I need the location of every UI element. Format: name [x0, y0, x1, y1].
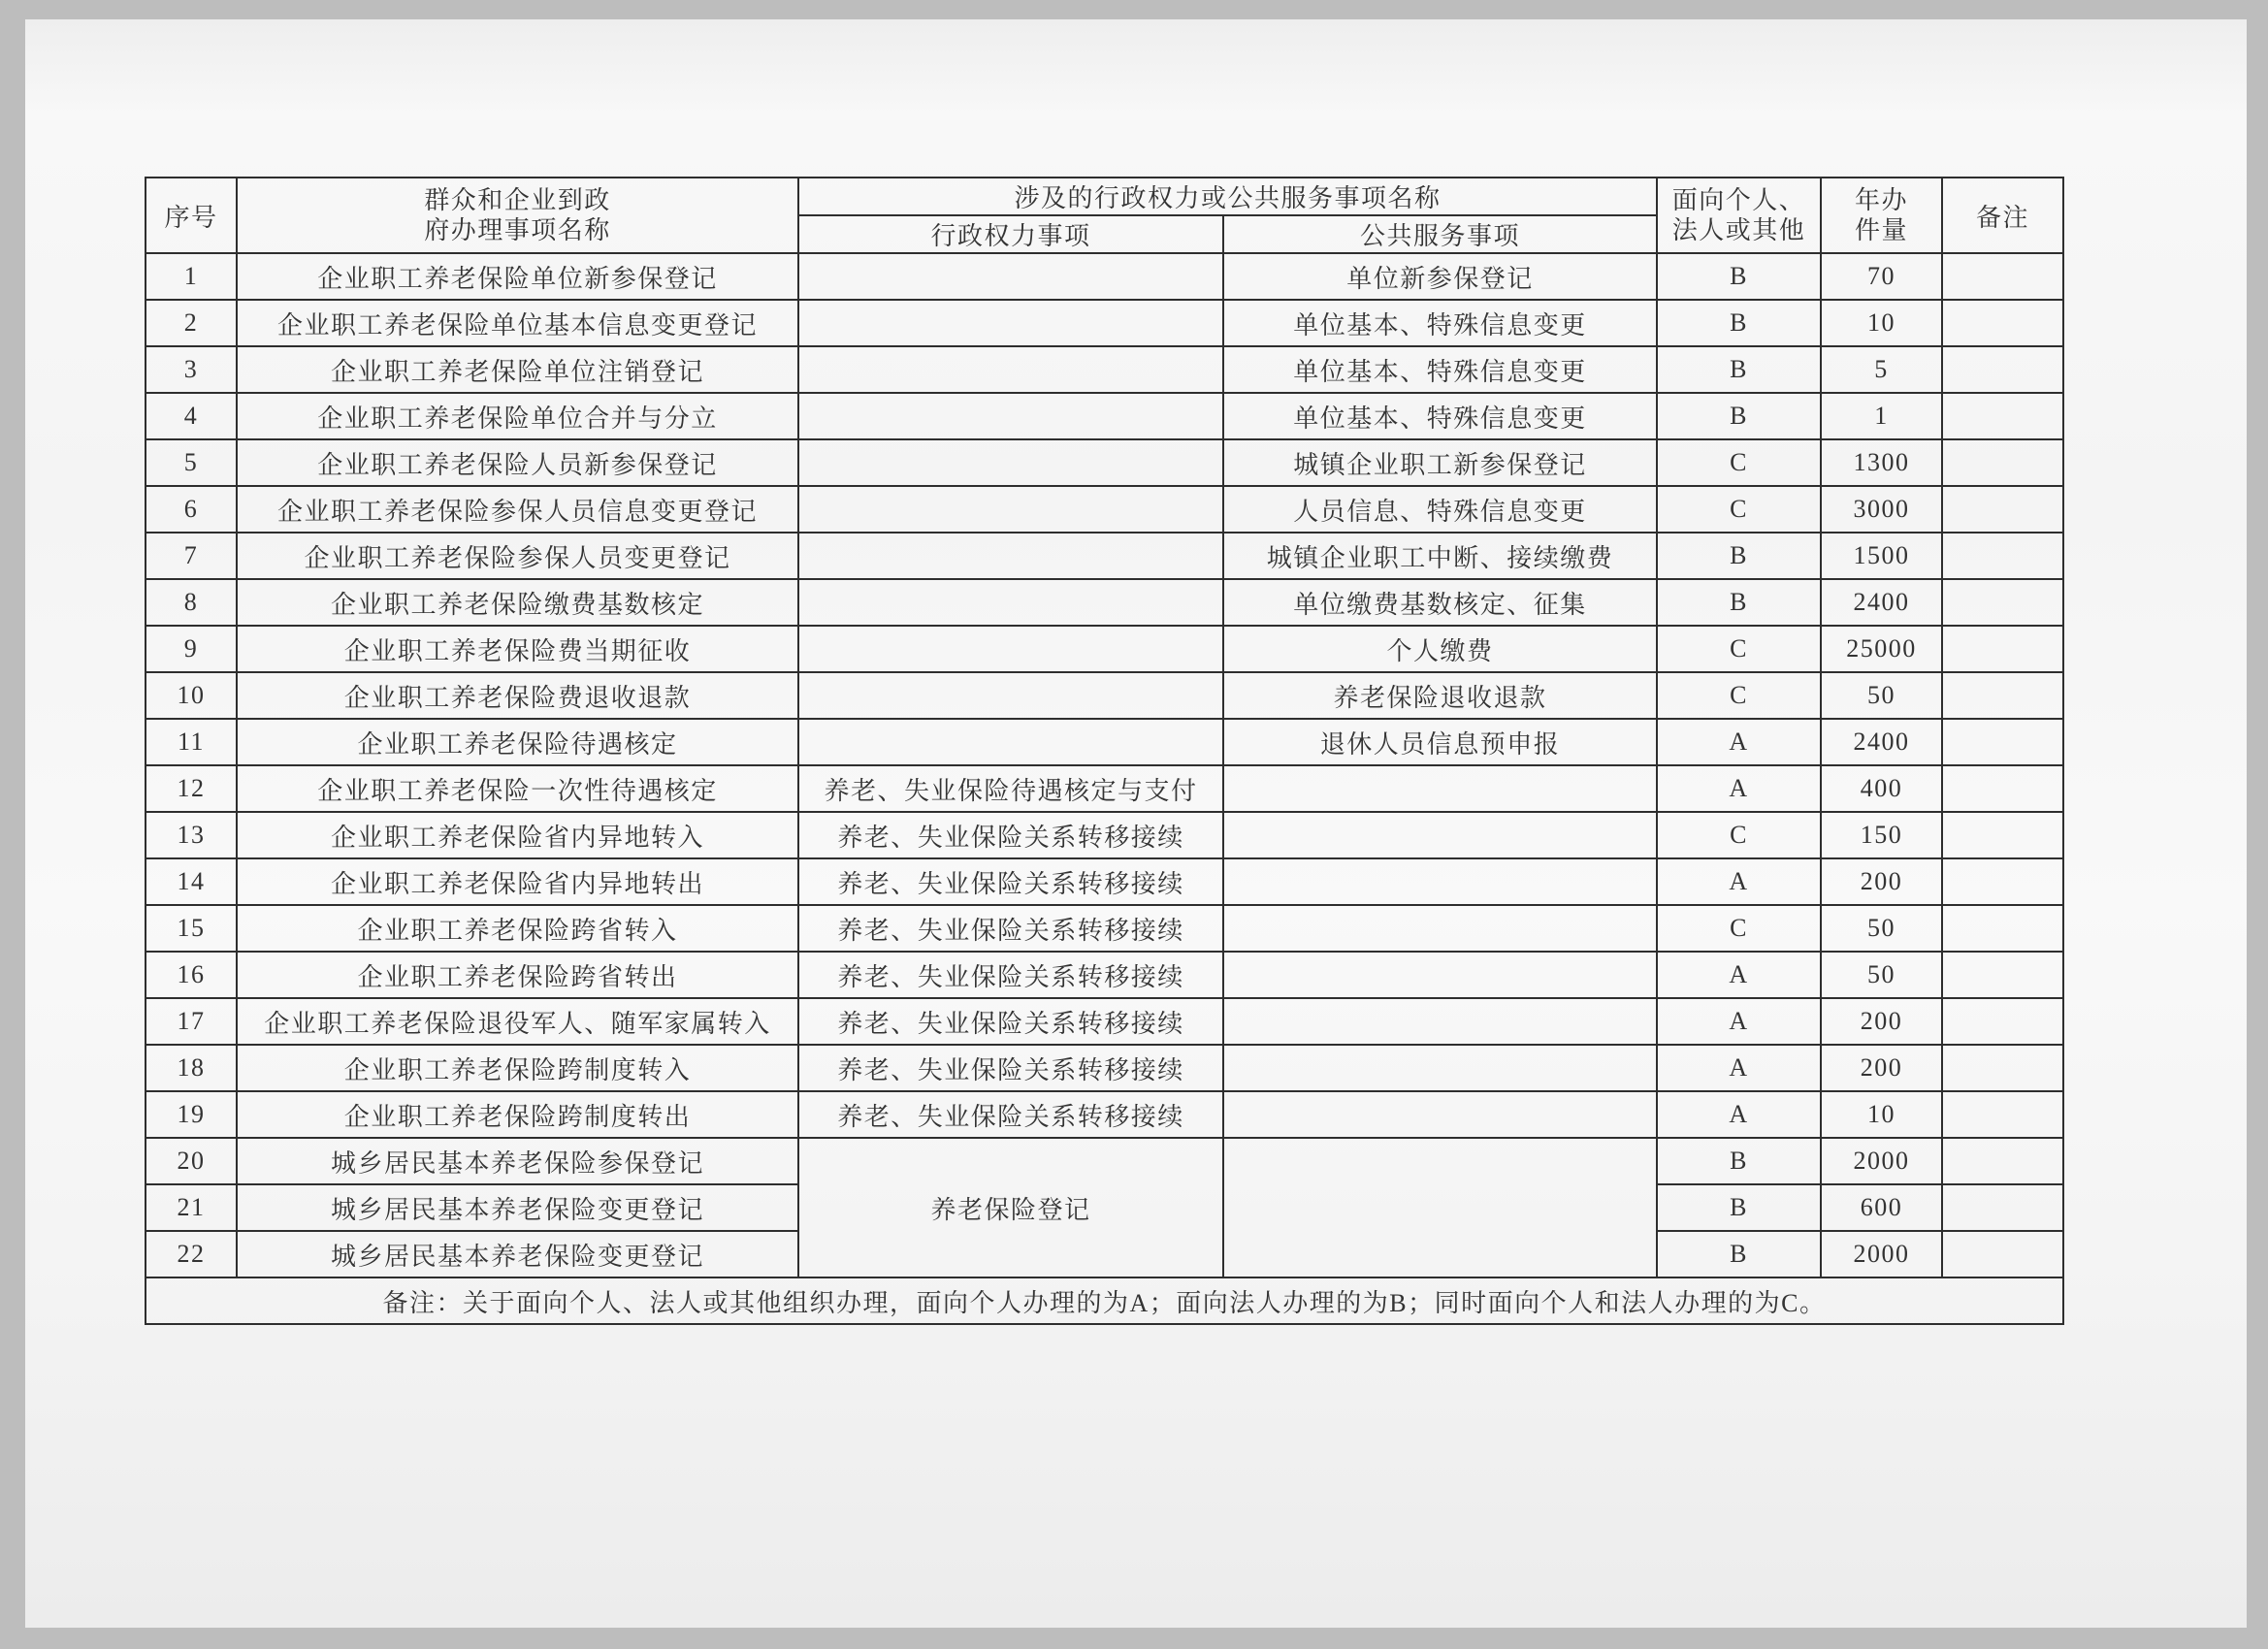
row-number: 19 — [146, 1091, 237, 1138]
public-service-item — [1223, 998, 1657, 1045]
table-row — [146, 626, 2063, 672]
remark-cell — [1942, 998, 2063, 1045]
remark-cell — [1942, 626, 2063, 672]
target-category: C — [1657, 439, 1821, 486]
row-number: 7 — [146, 533, 237, 579]
item-name: 企业职工养老保险跨省转入 — [237, 905, 798, 952]
public-service-item: 单位基本、特殊信息变更 — [1223, 393, 1657, 439]
remark-cell — [1942, 672, 2063, 719]
admin-power-item — [798, 300, 1223, 346]
header-item-name — [237, 178, 798, 253]
item-name: 企业职工养老保险一次性待遇核定 — [237, 765, 798, 812]
header-public-service: 公共服务事项 — [1223, 215, 1657, 253]
admin-power-item — [798, 579, 1223, 626]
target-category: B — [1657, 1138, 1821, 1184]
item-name: 企业职工养老保险单位注销登记 — [237, 346, 798, 393]
item-name: 企业职工养老保险参保人员信息变更登记 — [237, 486, 798, 533]
annual-volume: 1300 — [1821, 439, 1942, 486]
admin-power-item — [798, 486, 1223, 533]
table-row — [146, 812, 2063, 858]
header-target — [1657, 178, 1821, 253]
table-row — [146, 1138, 2063, 1184]
footnote-row — [146, 1277, 2063, 1324]
public-service-item: 单位基本、特殊信息变更 — [1223, 346, 1657, 393]
annual-volume: 2000 — [1821, 1138, 1942, 1184]
row-number: 8 — [146, 579, 237, 626]
row-number: 5 — [146, 439, 237, 486]
remark-cell — [1942, 812, 2063, 858]
table-row — [146, 346, 2063, 393]
admin-power-item — [798, 393, 1223, 439]
target-category: B — [1657, 533, 1821, 579]
annual-volume: 2000 — [1821, 1231, 1942, 1277]
row-number: 4 — [146, 393, 237, 439]
item-name: 企业职工养老保险参保人员变更登记 — [237, 533, 798, 579]
table-row — [146, 1045, 2063, 1091]
item-name: 城乡居民基本养老保险变更登记 — [237, 1231, 798, 1277]
item-name: 企业职工养老保险费当期征收 — [237, 626, 798, 672]
remark-cell — [1942, 533, 2063, 579]
header-target-line1: 面向个人、 — [1671, 186, 1806, 214]
remark-cell — [1942, 253, 2063, 300]
row-number: 6 — [146, 486, 237, 533]
item-name: 城乡居民基本养老保险变更登记 — [237, 1184, 798, 1231]
annual-volume: 10 — [1821, 300, 1942, 346]
remark-cell — [1942, 719, 2063, 765]
public-service-item: 人员信息、特殊信息变更 — [1223, 486, 1657, 533]
public-service-item: 个人缴费 — [1223, 626, 1657, 672]
target-category: B — [1657, 393, 1821, 439]
annual-volume: 25000 — [1821, 626, 1942, 672]
table-header — [146, 178, 2063, 253]
public-service-item: 单位新参保登记 — [1223, 253, 1657, 300]
admin-power-item-merged: 养老保险登记 — [798, 1138, 1223, 1277]
admin-power-item: 养老、失业保险关系转移接续 — [798, 858, 1223, 905]
table-row — [146, 672, 2063, 719]
row-number: 18 — [146, 1045, 237, 1091]
target-category: A — [1657, 952, 1821, 998]
header-item-name-line2: 府办理事项名称 — [424, 216, 611, 244]
target-category: A — [1657, 765, 1821, 812]
remark-cell — [1942, 1138, 2063, 1184]
annual-volume: 50 — [1821, 672, 1942, 719]
annual-volume: 50 — [1821, 952, 1942, 998]
item-name: 企业职工养老保险单位基本信息变更登记 — [237, 300, 798, 346]
annual-volume: 2400 — [1821, 579, 1942, 626]
table-body — [146, 253, 2063, 1324]
annual-volume: 5 — [1821, 346, 1942, 393]
target-category: C — [1657, 486, 1821, 533]
row-number: 13 — [146, 812, 237, 858]
remark-cell — [1942, 393, 2063, 439]
annual-volume: 10 — [1821, 1091, 1942, 1138]
row-number: 2 — [146, 300, 237, 346]
row-number: 14 — [146, 858, 237, 905]
item-name: 企业职工养老保险人员新参保登记 — [237, 439, 798, 486]
remark-cell — [1942, 1045, 2063, 1091]
table-row — [146, 998, 2063, 1045]
target-category: B — [1657, 253, 1821, 300]
remark-cell — [1942, 1184, 2063, 1231]
annual-volume: 150 — [1821, 812, 1942, 858]
remark-cell — [1942, 765, 2063, 812]
admin-power-item — [798, 672, 1223, 719]
row-number: 20 — [146, 1138, 237, 1184]
row-number: 21 — [146, 1184, 237, 1231]
remark-cell — [1942, 905, 2063, 952]
admin-power-item: 养老、失业保险关系转移接续 — [798, 1091, 1223, 1138]
item-name: 企业职工养老保险单位新参保登记 — [237, 253, 798, 300]
header-involved-items: 涉及的行政权力或公共服务事项名称 — [798, 178, 1657, 215]
footnote: 备注：关于面向个人、法人或其他组织办理，面向个人办理的为A；面向法人办理的为B；同时面向个人和法人办理的为C。 — [146, 1277, 2063, 1324]
remark-cell — [1942, 1091, 2063, 1138]
item-name: 企业职工养老保险缴费基数核定 — [237, 579, 798, 626]
admin-power-item: 养老、失业保险关系转移接续 — [798, 998, 1223, 1045]
table-row — [146, 765, 2063, 812]
row-number: 11 — [146, 719, 237, 765]
public-service-item: 城镇企业职工新参保登记 — [1223, 439, 1657, 486]
public-service-item: 单位缴费基数核定、征集 — [1223, 579, 1657, 626]
table-row — [146, 300, 2063, 346]
target-category: B — [1657, 346, 1821, 393]
public-service-item: 单位基本、特殊信息变更 — [1223, 300, 1657, 346]
remark-cell — [1942, 346, 2063, 393]
admin-power-item: 养老、失业保险关系转移接续 — [798, 905, 1223, 952]
admin-power-item: 养老、失业保险关系转移接续 — [798, 1045, 1223, 1091]
remark-cell — [1942, 579, 2063, 626]
target-category: A — [1657, 998, 1821, 1045]
table-row — [146, 1091, 2063, 1138]
target-category: B — [1657, 300, 1821, 346]
table-row — [146, 439, 2063, 486]
row-number: 12 — [146, 765, 237, 812]
item-name: 企业职工养老保险退役军人、随军家属转入 — [237, 998, 798, 1045]
annual-volume: 70 — [1821, 253, 1942, 300]
remark-cell — [1942, 1231, 2063, 1277]
admin-power-item: 养老、失业保险关系转移接续 — [798, 952, 1223, 998]
admin-power-item — [798, 533, 1223, 579]
public-service-item: 城镇企业职工中断、接续缴费 — [1223, 533, 1657, 579]
target-category: C — [1657, 672, 1821, 719]
scanned-page — [25, 19, 2247, 1628]
table-row — [146, 858, 2063, 905]
remark-cell — [1942, 858, 2063, 905]
public-service-item — [1223, 1045, 1657, 1091]
row-number: 10 — [146, 672, 237, 719]
target-category: A — [1657, 719, 1821, 765]
public-service-item — [1223, 858, 1657, 905]
item-name: 城乡居民基本养老保险参保登记 — [237, 1138, 798, 1184]
public-service-item — [1223, 812, 1657, 858]
admin-power-item — [798, 439, 1223, 486]
remark-cell — [1942, 952, 2063, 998]
table-row — [146, 719, 2063, 765]
admin-power-item — [798, 253, 1223, 300]
target-category: B — [1657, 1231, 1821, 1277]
row-number: 17 — [146, 998, 237, 1045]
target-category: A — [1657, 858, 1821, 905]
annual-volume: 1 — [1821, 393, 1942, 439]
service-items-table — [145, 177, 2064, 1325]
table-row — [146, 533, 2063, 579]
public-service-item: 养老保险退收退款 — [1223, 672, 1657, 719]
remark-cell — [1942, 486, 2063, 533]
row-number: 9 — [146, 626, 237, 672]
admin-power-item — [798, 626, 1223, 672]
admin-power-item: 养老、失业保险关系转移接续 — [798, 812, 1223, 858]
public-service-item — [1223, 952, 1657, 998]
annual-volume: 3000 — [1821, 486, 1942, 533]
item-name: 企业职工养老保险费退收退款 — [237, 672, 798, 719]
annual-volume: 200 — [1821, 1045, 1942, 1091]
admin-power-item — [798, 719, 1223, 765]
table-row — [146, 579, 2063, 626]
annual-volume: 600 — [1821, 1184, 1942, 1231]
item-name: 企业职工养老保险跨制度转入 — [237, 1045, 798, 1091]
target-category: B — [1657, 579, 1821, 626]
header-annual-line1: 年办 — [1855, 186, 1909, 214]
item-name: 企业职工养老保险待遇核定 — [237, 719, 798, 765]
row-number: 1 — [146, 253, 237, 300]
annual-volume: 200 — [1821, 998, 1942, 1045]
row-number: 3 — [146, 346, 237, 393]
target-category: C — [1657, 905, 1821, 952]
target-category: A — [1657, 1091, 1821, 1138]
header-annual-volume — [1821, 178, 1942, 253]
admin-power-item — [798, 346, 1223, 393]
header-target-line2: 法人或其他 — [1671, 216, 1806, 244]
target-category: C — [1657, 812, 1821, 858]
table-row — [146, 952, 2063, 998]
header-annual-line2: 件量 — [1855, 216, 1909, 244]
annual-volume: 2400 — [1821, 719, 1942, 765]
public-service-item — [1223, 1091, 1657, 1138]
header-seq: 序号 — [146, 178, 237, 253]
table-row — [146, 393, 2063, 439]
row-number: 22 — [146, 1231, 237, 1277]
table-row — [146, 905, 2063, 952]
remark-cell — [1942, 300, 2063, 346]
public-service-item — [1223, 905, 1657, 952]
row-number: 16 — [146, 952, 237, 998]
row-number: 15 — [146, 905, 237, 952]
table-row — [146, 486, 2063, 533]
public-service-item-merged — [1223, 1138, 1657, 1277]
item-name: 企业职工养老保险跨制度转出 — [237, 1091, 798, 1138]
item-name: 企业职工养老保险省内异地转出 — [237, 858, 798, 905]
item-name: 企业职工养老保险省内异地转入 — [237, 812, 798, 858]
annual-volume: 50 — [1821, 905, 1942, 952]
header-admin-power: 行政权力事项 — [798, 215, 1223, 253]
table-row — [146, 253, 2063, 300]
remark-cell — [1942, 439, 2063, 486]
public-service-item: 退休人员信息预申报 — [1223, 719, 1657, 765]
target-category: A — [1657, 1045, 1821, 1091]
admin-power-item: 养老、失业保险待遇核定与支付 — [798, 765, 1223, 812]
header-item-name-line1: 群众和企业到政 — [424, 186, 611, 214]
target-category: C — [1657, 626, 1821, 672]
public-service-item — [1223, 765, 1657, 812]
annual-volume: 200 — [1821, 858, 1942, 905]
target-category: B — [1657, 1184, 1821, 1231]
header-row-top — [146, 178, 2063, 215]
header-remark: 备注 — [1942, 178, 2063, 253]
annual-volume: 400 — [1821, 765, 1942, 812]
item-name: 企业职工养老保险跨省转出 — [237, 952, 798, 998]
item-name: 企业职工养老保险单位合并与分立 — [237, 393, 798, 439]
annual-volume: 1500 — [1821, 533, 1942, 579]
